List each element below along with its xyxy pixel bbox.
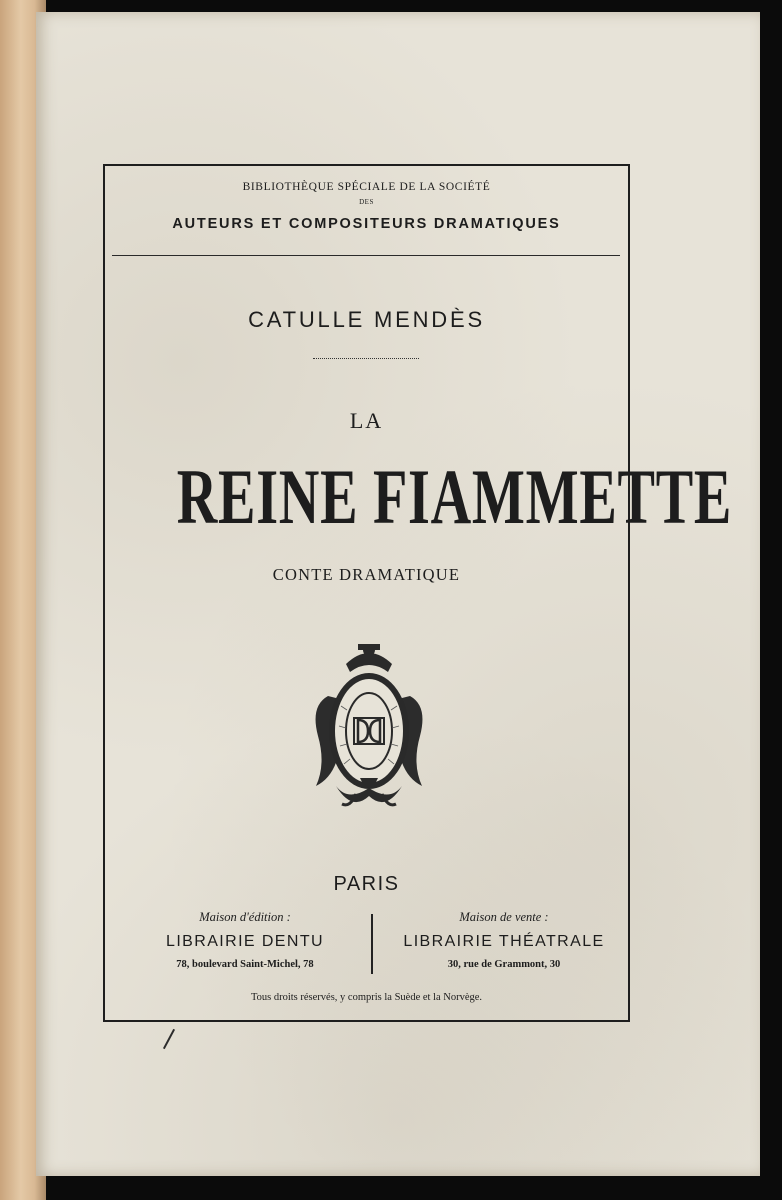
publisher-left-address: 78, boulevard Saint-Michel, 78 — [176, 959, 314, 970]
header-divider — [112, 255, 620, 256]
publisher-right-address: 30, rue de Grammont, 30 — [447, 959, 561, 970]
title-article: LA — [349, 408, 384, 433]
series-connector: DES — [359, 198, 374, 206]
series-line: BIBLIOTHÈQUE SPÉCIALE DE LA SOCIÉTÉ — [242, 181, 491, 193]
book-title: REINE FIAMMETTE — [176, 453, 733, 540]
publisher-right-name: LIBRAIRIE THÉATRALE — [403, 933, 605, 950]
author-name: CATULLE MENDÈS — [248, 307, 485, 332]
publisher-divider — [371, 914, 373, 974]
ornamental-rule — [313, 358, 419, 359]
rights-notice: Tous droits réservés, y compris la Suède et la Norvège. — [250, 992, 483, 1003]
publisher-left-role: Maison d'édition : — [199, 910, 291, 924]
publisher-crest-icon — [306, 636, 432, 816]
publisher-right-role: Maison de vente : — [459, 910, 549, 924]
publisher-left-name: LIBRAIRIE DENTU — [166, 933, 324, 950]
book-subtitle: CONTE DRAMATIQUE — [272, 565, 461, 584]
imprint-city: PARIS — [333, 873, 400, 895]
series-society: AUTEURS ET COMPOSITEURS DRAMATIQUES — [172, 216, 561, 232]
